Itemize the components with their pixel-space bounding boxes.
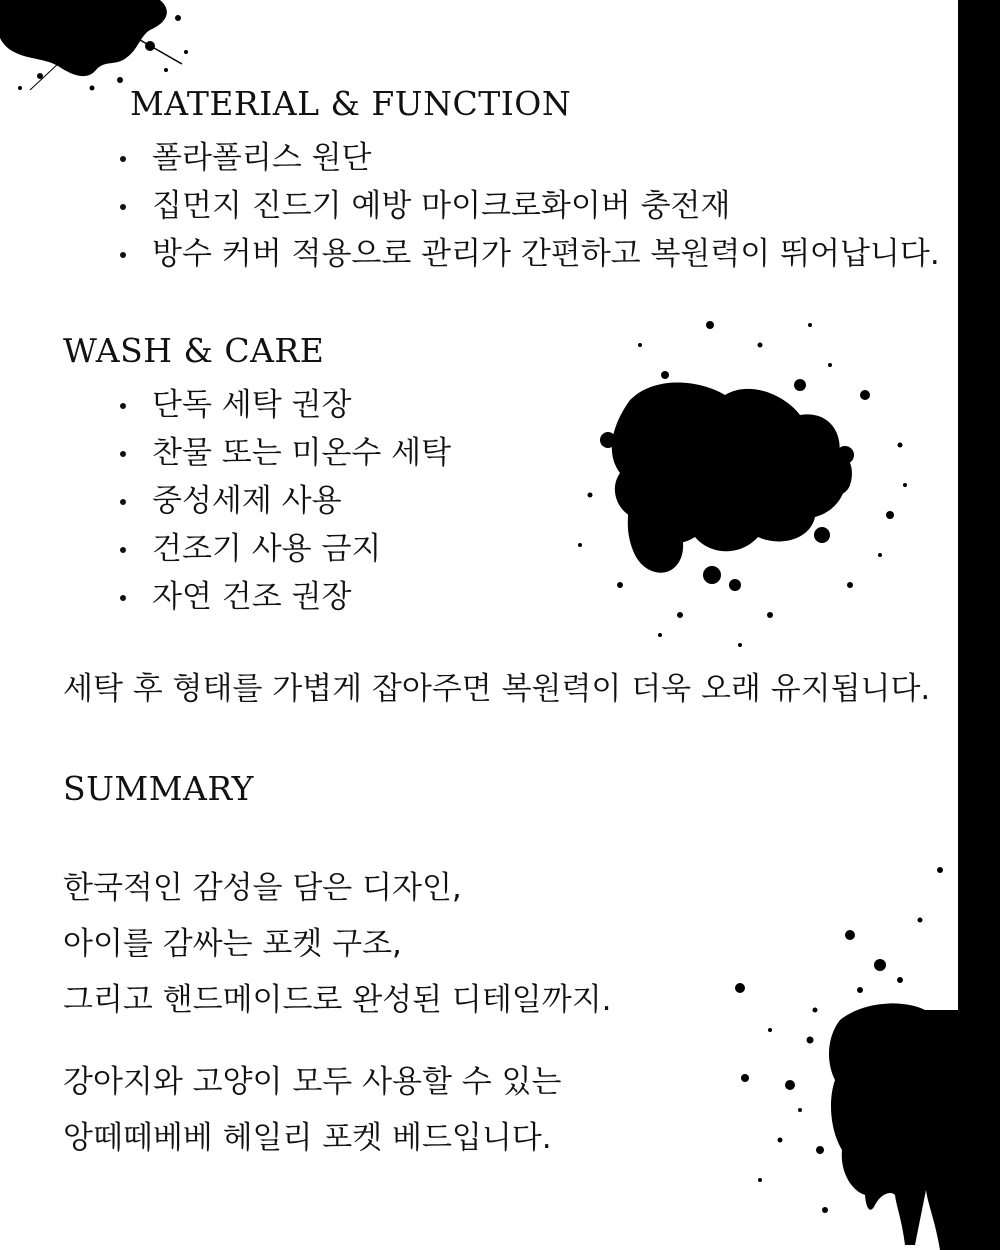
material-function-list — [119, 134, 940, 278]
summary-paragraph-1 — [63, 860, 612, 1028]
list-item: 폴라폴리스 원단 — [119, 134, 940, 182]
summary-line: 아이를 감싸는 포켓 구조, — [63, 926, 402, 962]
summary-line: 앙떼떼베베 헤일리 포켓 베드입니다. — [63, 1120, 552, 1156]
ink-splatter-bottom-right — [690, 860, 960, 1250]
summary-paragraph-2 — [63, 1054, 561, 1166]
list-item: 방수 커버 적용으로 관리가 간편하고 복원력이 뛰어납니다. — [119, 230, 940, 278]
summary-line: 한국적인 감성을 담은 디자인, — [63, 870, 462, 906]
list-item: 단독 세탁 권장 — [119, 381, 451, 429]
summary-line: 그리고 핸드메이드로 완성된 디테일까지. — [63, 982, 612, 1018]
list-item: 자연 건조 권장 — [119, 573, 451, 621]
wash-care-list — [119, 381, 451, 621]
right-black-bar — [958, 0, 1000, 1250]
list-item: 중성세제 사용 — [119, 477, 451, 525]
wash-care-heading: WASH & CARE — [63, 331, 325, 370]
material-function-heading: MATERIAL & FUNCTION — [130, 84, 572, 123]
list-item: 집먼지 진드기 예방 마이크로화이버 충전재 — [119, 182, 940, 230]
list-item: 찬물 또는 미온수 세탁 — [119, 429, 451, 477]
summary-heading: SUMMARY — [63, 769, 254, 808]
list-item: 건조기 사용 금지 — [119, 525, 451, 573]
ink-splatter-middle — [560, 285, 920, 665]
summary-line: 강아지와 고양이 모두 사용할 수 있는 — [63, 1064, 562, 1100]
wash-care-note: 세탁 후 형태를 가볍게 잡아주면 복원력이 더욱 오래 유지됩니다. — [63, 671, 931, 707]
